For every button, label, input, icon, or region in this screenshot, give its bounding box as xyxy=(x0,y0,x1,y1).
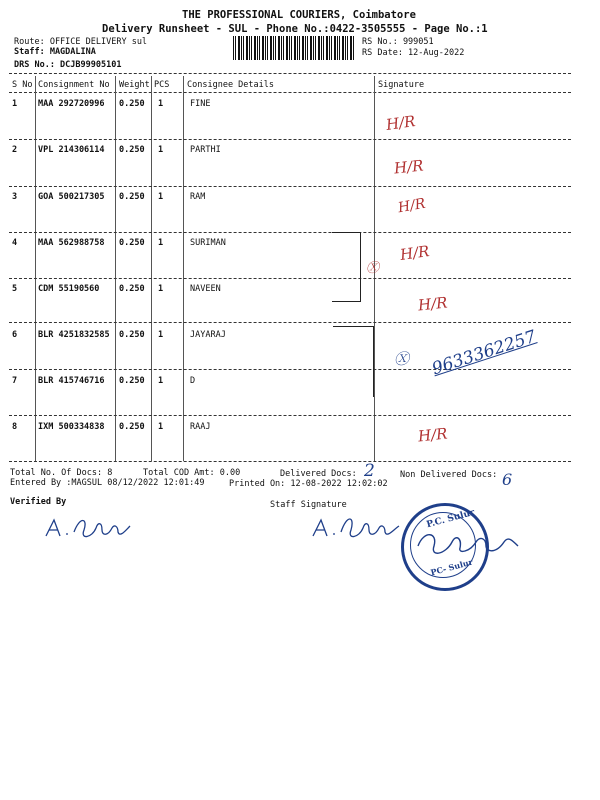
row-consignee: FINE xyxy=(190,99,211,109)
row-divider xyxy=(9,278,571,279)
non-delivered-docs-count: 6 xyxy=(502,470,513,489)
row-consignment: IXM 500334838 xyxy=(38,422,105,432)
printed-on: Printed On: 12-08-2022 12:02:02 xyxy=(229,479,388,489)
row-consignee: D xyxy=(190,376,196,386)
row-divider xyxy=(9,322,571,323)
stamp-text-bottom: PC- Sulur xyxy=(429,556,474,578)
row-sno: 8 xyxy=(12,422,18,432)
rs-number: RS No.: 999051 xyxy=(362,37,434,47)
table-top-rule xyxy=(9,73,571,74)
row-consignee: SURIMAN xyxy=(190,238,226,248)
drs-number: DRS No.: DCJB99905101 xyxy=(14,60,122,70)
row-weight: 0.250 xyxy=(119,145,145,155)
col-separator xyxy=(35,76,36,461)
row-divider xyxy=(9,369,571,370)
stamp-text-top: P.C. Sulur xyxy=(425,507,476,531)
row-sno: 6 xyxy=(12,330,18,340)
row-weight: 0.250 xyxy=(119,99,145,109)
handwritten-bracket xyxy=(332,232,361,302)
row-weight: 0.250 xyxy=(119,284,145,294)
row-consignee: NAVEEN xyxy=(190,284,221,294)
row-pcs: 1 xyxy=(158,145,164,155)
row-consignee: PARTHI xyxy=(190,145,221,155)
row-divider xyxy=(9,232,571,233)
stamp-signature-scribble xyxy=(412,524,522,564)
staff-label: Staff: MAGDALINA xyxy=(14,47,96,57)
entered-by: Entered By :MAGSUL 08/12/2022 12:01:49 xyxy=(10,478,205,488)
row-weight: 0.250 xyxy=(119,330,145,340)
row-weight: 0.250 xyxy=(119,376,145,386)
row-consignee: RAM xyxy=(190,192,206,202)
row-pcs: 1 xyxy=(158,99,164,109)
row-sno: 3 xyxy=(12,192,18,202)
delivered-docs-label: Delivered Docs: xyxy=(280,469,357,479)
total-docs: Total No. Of Docs: 8 xyxy=(10,468,113,478)
col-header-weight: Weight xyxy=(119,80,150,90)
row-sno: 2 xyxy=(12,145,18,155)
row-pcs: 1 xyxy=(158,330,164,340)
verified-by-signature xyxy=(40,508,140,548)
col-header-signature: Signature xyxy=(378,80,425,90)
barcode xyxy=(233,36,355,60)
row-divider xyxy=(9,186,571,187)
handwritten-hr-mark: H/R xyxy=(417,424,449,446)
col-header-pcs: PCS xyxy=(154,80,170,90)
row-consignment: MAA 562988758 xyxy=(38,238,105,248)
handwritten-circle-mark: Ⓧ xyxy=(394,350,410,368)
row-divider xyxy=(9,415,571,416)
total-cod-amount: Total COD Amt: 0.00 xyxy=(143,468,241,478)
handwritten-hr-mark: H/R xyxy=(396,195,427,217)
row-pcs: 1 xyxy=(158,422,164,432)
col-separator xyxy=(183,76,184,461)
handwritten-circle-mark: Ⓧ xyxy=(366,261,380,276)
row-sno: 5 xyxy=(12,284,18,294)
row-weight: 0.250 xyxy=(119,238,145,248)
non-delivered-docs-label: Non Delivered Docs: xyxy=(400,470,498,480)
company-title: THE PROFESSIONAL COURIERS, Coimbatore xyxy=(182,9,416,21)
row-weight: 0.250 xyxy=(119,422,145,432)
row-divider xyxy=(9,139,571,140)
handwritten-bracket xyxy=(333,326,374,397)
row-pcs: 1 xyxy=(158,238,164,248)
staff-signature xyxy=(305,508,405,548)
handwritten-phone-note: 9633362257 xyxy=(429,326,539,380)
row-sno: 1 xyxy=(12,99,18,109)
handwritten-hr-mark: H/R xyxy=(398,242,431,264)
route-label: Route: OFFICE DELIVERY sul xyxy=(14,37,148,47)
row-consignment: BLR 4251832585 xyxy=(38,330,110,340)
row-pcs: 1 xyxy=(158,192,164,202)
row-consignment: GOA 500217305 xyxy=(38,192,105,202)
col-separator xyxy=(115,76,116,461)
row-consignment: BLR 415746716 xyxy=(38,376,105,386)
row-consignment: MAA 292720996 xyxy=(38,99,105,109)
handwritten-hr-mark: H/R xyxy=(417,293,449,315)
row-consignment: CDM 55190560 xyxy=(38,284,100,294)
staff-signature-label: Staff Signature xyxy=(270,500,347,510)
col-separator xyxy=(151,76,152,461)
row-consignment: VPL 214306114 xyxy=(38,145,105,155)
delivered-docs-count: 2 xyxy=(364,461,375,481)
row-consignee: RAAJ xyxy=(190,422,211,432)
row-pcs: 1 xyxy=(158,284,164,294)
verified-by-label: Verified By xyxy=(10,497,67,507)
row-weight: 0.250 xyxy=(119,192,145,202)
row-consignee: JAYARAJ xyxy=(190,330,226,340)
col-header-consignee: Consignee Details xyxy=(187,80,274,90)
row-sno: 4 xyxy=(12,238,18,248)
table-bottom-rule xyxy=(9,461,571,462)
col-header-sno: S No xyxy=(12,80,33,90)
col-header-consignment: Consignment No xyxy=(38,80,110,90)
runsheet-subtitle: Delivery Runsheet - SUL - Phone No.:0422-3505555 - Page No.:1 xyxy=(102,23,488,35)
row-pcs: 1 xyxy=(158,376,164,386)
handwritten-hr-mark: H/R xyxy=(393,156,425,178)
rs-date: RS Date: 12-Aug-2022 xyxy=(362,48,465,58)
handwritten-hr-mark: H/R xyxy=(384,112,417,134)
table-header-rule xyxy=(9,92,571,93)
row-sno: 7 xyxy=(12,376,18,386)
